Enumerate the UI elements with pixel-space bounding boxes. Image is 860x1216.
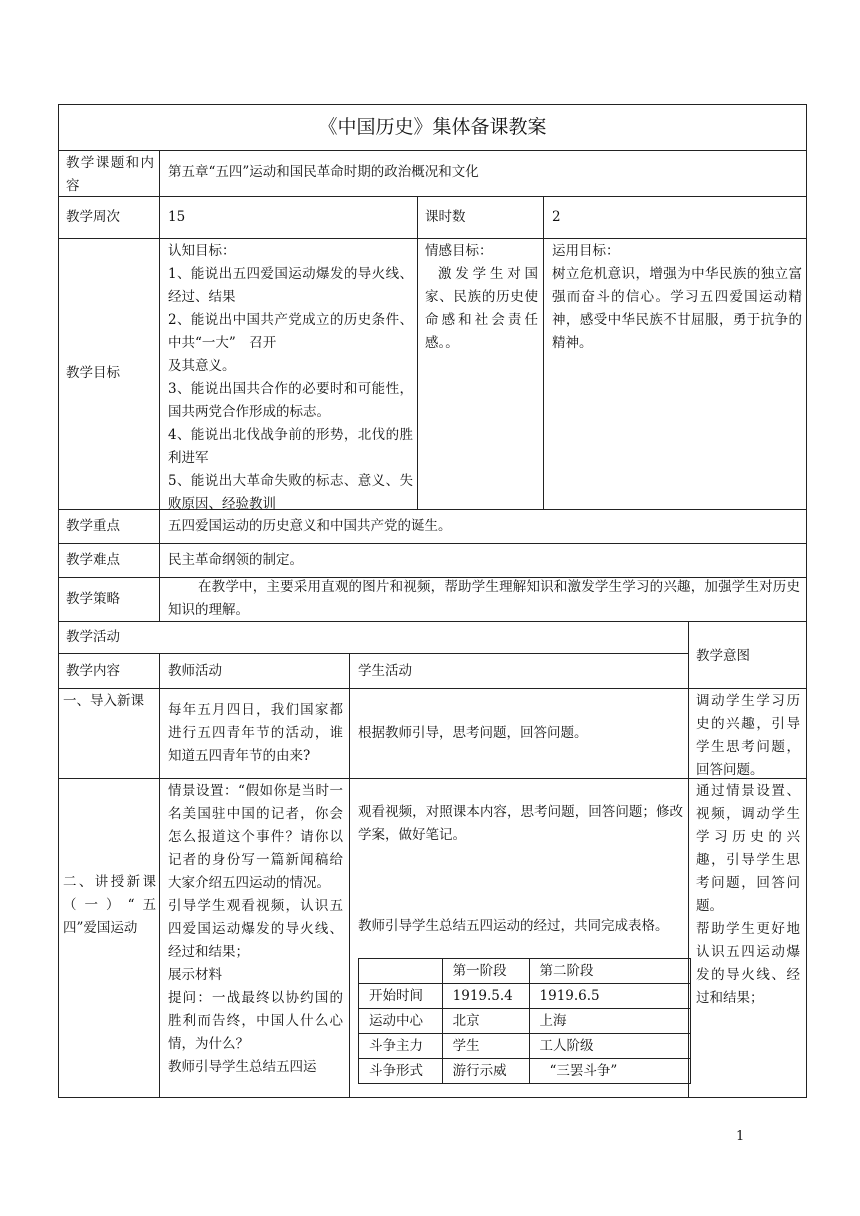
application-goal-text: 树立危机意识，增强为中华民族的独立富强而奋斗的信心。学习五四爱国运动精神，感受中华民族不甘屈服，勇于抗争的精神。	[552, 266, 802, 351]
stage-table-cell: 斗争主力	[359, 1034, 443, 1059]
cognitive-goal-line: 4、能说出北伐战争前的形势，北伐的胜利进军	[168, 427, 413, 466]
stage-table-cell: 工人阶级	[529, 1034, 690, 1059]
application-goal-label: 运用目标：	[552, 243, 620, 259]
week-label: 教学周次	[66, 209, 120, 225]
intent-header: 教学意图	[696, 648, 750, 664]
topic-label: 教学课题和内容	[66, 155, 154, 194]
stage-table-row	[359, 1059, 691, 1084]
stage-table-header-row	[359, 959, 691, 984]
hours-value: 2	[552, 209, 561, 225]
stage-table-cell: “三罢斗争”	[529, 1059, 690, 1084]
stage-table	[358, 958, 691, 1084]
stage-table-cell: 开始时间	[359, 984, 443, 1009]
emotional-goals	[425, 240, 538, 355]
cognitive-goal-line: 及其意义。	[168, 358, 236, 374]
intro-teacher: 每年五月四日，我们国家都进行五四青年节的活动，谁知道五四青年节的由来?	[168, 702, 343, 764]
key-points-label: 教学重点	[66, 518, 120, 534]
lecture-teacher: 情景设置：“假如你是当时一名美国驻中国的记者，你会怎么报道这个事件？请你以记者的身份写一篇新闻稿给大家介绍五四运动的情况。 引导学生观看视频，认识五四爱国运动爆发的导火线、经过和结果； 展示材料 提问：一战最终以协约国的胜利而告终，中国人什么心情，为什么？ 教师引导学生总结五四运	[168, 783, 343, 1075]
stage-table-cell: 斗争形式	[359, 1059, 443, 1084]
goals-label: 教学目标	[66, 365, 120, 381]
stage-table-cell: 1919.5.4	[442, 984, 529, 1009]
cognitive-goal-line: 1、能说出五四爱国运动爆发的导火线、经过、结果	[168, 266, 413, 305]
stage-table-cell: 上海	[529, 1009, 690, 1034]
intro-content: 一、导入新课	[63, 693, 144, 709]
stage-table-header-cell: 第二阶段	[529, 959, 690, 984]
difficulties-label: 教学难点	[66, 552, 120, 568]
stage-table-header-cell	[359, 959, 443, 984]
cognitive-goal-line: 2、能说出中国共产党成立的历史条件、中共“一大” 召开	[168, 312, 413, 351]
cognitive-goals	[168, 240, 413, 516]
document-title: 《中国历史》集体备课教案	[318, 116, 547, 138]
page-number: 1	[736, 1129, 745, 1144]
key-points-value: 五四爱国运动的历史意义和中国共产党的诞生。	[168, 518, 452, 534]
application-goals	[552, 240, 802, 355]
cognitive-goal-line: 认知目标：	[168, 243, 236, 259]
lecture-content: 二、讲授新课（一）“五四”爱国运动	[63, 874, 156, 936]
lecture-student-2: 教师引导学生总结五四运动的经过，共同完成表格。	[358, 918, 669, 934]
intro-student: 根据教师引导，思考问题，回答问题。	[358, 725, 588, 741]
activities-header: 教学活动	[66, 629, 120, 645]
col-student-header: 学生活动	[358, 663, 412, 679]
stage-table-row	[359, 984, 691, 1009]
strategy-value: 在教学中，主要采用直观的图片和视频，帮助学生理解知识和激发学生学习的兴趣，加强学生对历史知识的理解。	[168, 579, 800, 618]
col-content-header: 教学内容	[66, 663, 120, 679]
stage-table-cell: 1919.6.5	[529, 984, 690, 1009]
hours-label: 课时数	[425, 209, 466, 225]
cognitive-goal-line: 3、能说出国共合作的必要时和可能性，国共两党合作形成的标志。	[168, 381, 413, 420]
col-teacher-header: 教师活动	[168, 663, 222, 679]
lecture-intent: 通过情景设置、视频，调动学生学习历史的兴趣，引导学生思考问题，回答问题。 帮助学生更好地认识五四运动爆发的导火线、经过和结果；	[696, 783, 800, 1006]
stage-table-header-cell: 第一阶段	[442, 959, 529, 984]
stage-table-row	[359, 1034, 691, 1059]
topic-value: 第五章“五四”运动和国民革命时期的政治概况和文化	[168, 164, 479, 180]
difficulties-value: 民主革命纲领的制定。	[168, 552, 303, 568]
lecture-student-1: 观看视频，对照课本内容，思考问题，回答问题；修改学案，做好笔记。	[358, 804, 683, 843]
stage-table-row	[359, 1009, 691, 1034]
week-value: 15	[168, 209, 186, 225]
emotional-goal-label: 情感目标：	[425, 243, 493, 259]
strategy-label: 教学策略	[66, 591, 120, 607]
emotional-goal-text: 激发学生对国家、民族的历史使命感和社会责任感。。	[425, 266, 538, 351]
stage-table-cell: 游行示威	[442, 1059, 529, 1084]
stage-table-cell: 运动中心	[359, 1009, 443, 1034]
cognitive-goal-line: 5、能说出大革命失败的标志、意义、失败原因、经验教训	[168, 473, 413, 512]
stage-table-cell: 北京	[442, 1009, 529, 1034]
intro-intent: 调动学生学习历史的兴趣，引导学生思考问题，回答问题。	[696, 693, 800, 778]
stage-table-cell: 学生	[442, 1034, 529, 1059]
